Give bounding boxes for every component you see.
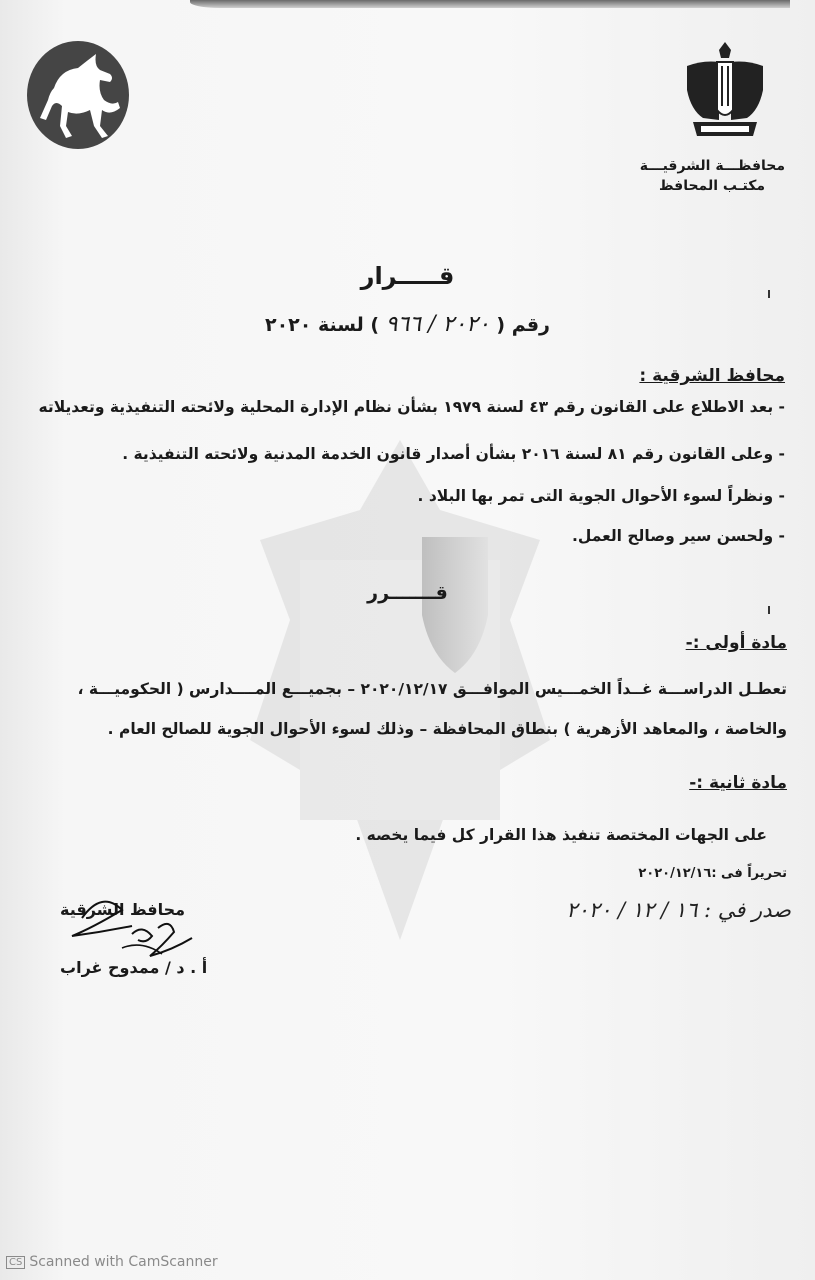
egypt-eagle-emblem bbox=[683, 40, 767, 148]
scan-mark bbox=[768, 606, 770, 614]
article-one-line: والخاصة ، والمعاهد الأزهرية ) بنطاق المحافظة – وذلك لسوء الأحوال الجوية للصالح العام . bbox=[107, 720, 787, 738]
signatory-title: محافظ الشرقية bbox=[60, 900, 186, 919]
decides-heading: قـــــــرر bbox=[367, 582, 448, 604]
preamble-item: - بعد الاطلاع على القانون رقم ٤٣ لسنة ١٩٧٩ بشأن نظام الإدارة المحلية ولائحته التنفيذية وتعديلاته bbox=[38, 398, 785, 416]
horse-logo bbox=[26, 40, 130, 150]
scan-mark bbox=[768, 290, 770, 298]
preamble-item: - ولحسن سير وصالح العمل. bbox=[571, 527, 785, 545]
preamble-item: - ونظراً لسوء الأحوال الجوية التى تمر بها البلاد . bbox=[417, 487, 785, 505]
camscanner-badge: CS bbox=[6, 1256, 25, 1269]
preamble-heading: محافظ الشرقية : bbox=[639, 366, 785, 386]
handwritten-date: صدر في : ١٦ / ١٢ / ٢٠٢٠ bbox=[566, 898, 791, 922]
shield-shape bbox=[420, 535, 490, 675]
governor-office: مكتـب المحافظ bbox=[659, 178, 765, 194]
article-one-line: تعطـل الدراســـة غــداً الخمـــيس الموافـــق ٢٠٢٠/١٢/١٧ – بجميـــع المــــدارس ( الحكوميـــة ، bbox=[77, 680, 787, 698]
decision-number-value: ٢٠٢٠ / ٩٦٦ bbox=[385, 312, 490, 337]
camscanner-text: Scanned with CamScanner bbox=[29, 1254, 218, 1270]
decision-number-suffix: ) لسنة ٢٠٢٠ bbox=[264, 314, 380, 336]
preamble-item: - وعلى القانون رقم ٨١ لسنة ٢٠١٦ بشأن أصدار قانون الخدمة المدنية ولائحته التنفيذية . bbox=[122, 445, 785, 463]
decision-title: قـــــرار bbox=[360, 262, 455, 290]
written-date: تحريراً فى :٢٠٢٠/١٢/١٦ bbox=[638, 866, 787, 881]
scan-edge-shadow bbox=[190, 0, 790, 8]
article-one-heading: مادة أولى :- bbox=[685, 633, 787, 653]
decision-number-prefix: رقم ( bbox=[496, 314, 550, 336]
governorate-name: محافظـــة الشرقيـــة bbox=[639, 158, 785, 174]
handwritten-signature bbox=[62, 888, 212, 968]
article-two-heading: مادة ثانية :- bbox=[689, 773, 787, 793]
camscanner-watermark bbox=[6, 1254, 218, 1270]
decision-number bbox=[0, 312, 815, 337]
signatory-name: أ . د / ممدوح غراب bbox=[60, 958, 208, 977]
article-two-text: على الجهات المختصة تنفيذ هذا القرار كل فيما يخصه . bbox=[355, 826, 767, 844]
